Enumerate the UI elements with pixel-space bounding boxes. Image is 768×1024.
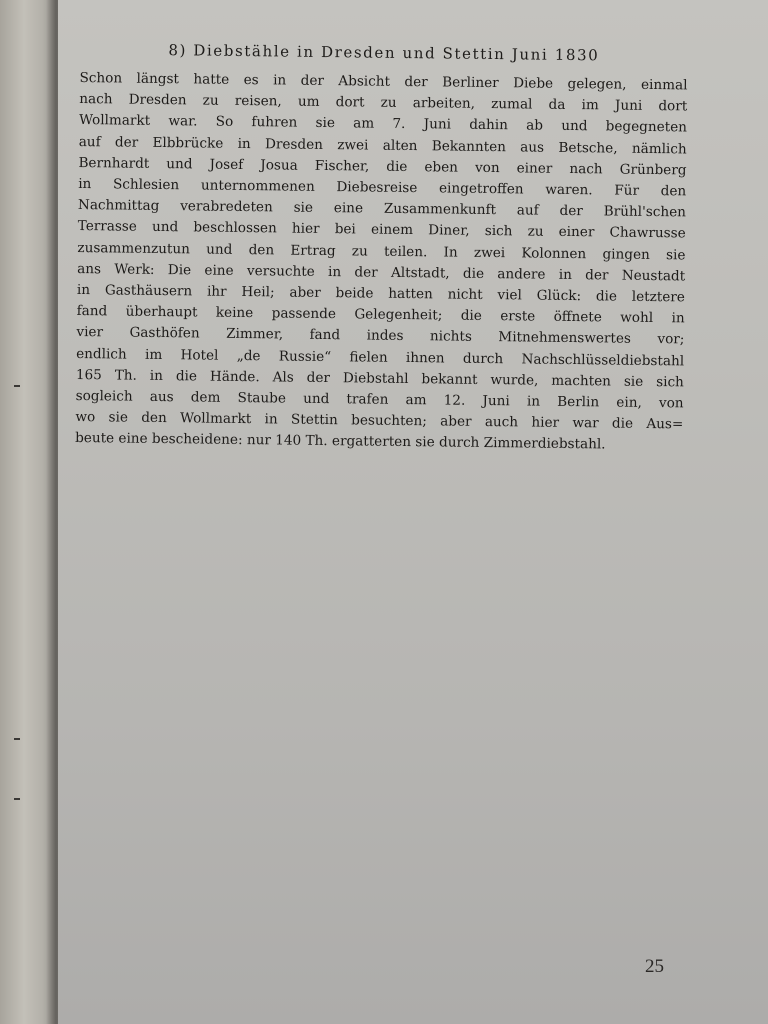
text-line: nach Dresden zu reisen, um dort zu arbeiten, zumal da im Juni dort — [79, 91, 688, 115]
book-page — [58, 0, 768, 1024]
text-line: sogleich aus dem Staube und trafen am 12. Juni in Berlin ein, von — [75, 388, 684, 412]
text-line: Nachmittag verabredeten sie eine Zusammenkunft auf der Brühl'schen — [77, 197, 687, 221]
text-line: vier Gasthöfen Zimmer, fand indes nichts Mitnehmenswertes vor; — [76, 324, 685, 348]
page-content — [75, 40, 688, 457]
text-line: Schon längst hatte es in der Absicht der Berliner Diebe gelegen, einmal — [79, 69, 688, 94]
text-line: auf der Elbbrücke in Dresden zwei alten Bekannten aus Betsche, nämlich — [78, 133, 687, 158]
binding-mark — [14, 738, 20, 740]
text-line: Wollmarkt war. So fuhren sie am 7. Juni dahin ab und begegneten — [78, 112, 688, 136]
text-line: in Gasthäusern ihr Heil; aber beide hatten nicht viel Glück: die letztere — [76, 282, 685, 306]
binding-mark — [14, 798, 20, 800]
text-line: Bernhardt und Josef Josua Fischer, die eben von einer nach Grünberg — [78, 154, 687, 179]
text-line: zusammenzutun und den Ertrag zu teilen. In zwei Kolonnen gingen sie — [77, 239, 686, 264]
binding-mark — [14, 385, 20, 387]
text-line: wo sie den Wollmarkt in Stettin besuchten; aber auch hier war die Aus= — [75, 409, 684, 433]
text-line: fand überhaupt keine passende Gelegenheit; die erste öffnete wohl in — [76, 303, 685, 327]
body-paragraph — [75, 68, 688, 457]
text-line: beute eine bescheidene: nur 140 Th. ergatterten sie durch Zimmerdiebstahl. — [75, 430, 606, 453]
page-number: 25 — [645, 956, 664, 977]
text-line: Terrasse und beschlossen hier bei einem Diner, sich zu einer Chawrusse — [77, 218, 686, 242]
section-heading: 8) Diebstähle in Dresden und Stettin Juni 1830 — [168, 41, 600, 65]
text-line: 165 Th. in die Hände. Als der Diebstahl bekannt wurde, machten sie sich — [75, 366, 684, 391]
text-line: ans Werk: Die eine versuchte in der Altstadt, die andere in der Neustadt — [77, 260, 686, 285]
text-line: in Schlesien unternommenen Diebesreise eingetroffen waren. Für den — [78, 176, 687, 200]
text-line: endlich im Hotel „de Russie“ fielen ihnen durch Nachschlüsseldiebstahl — [76, 345, 685, 370]
